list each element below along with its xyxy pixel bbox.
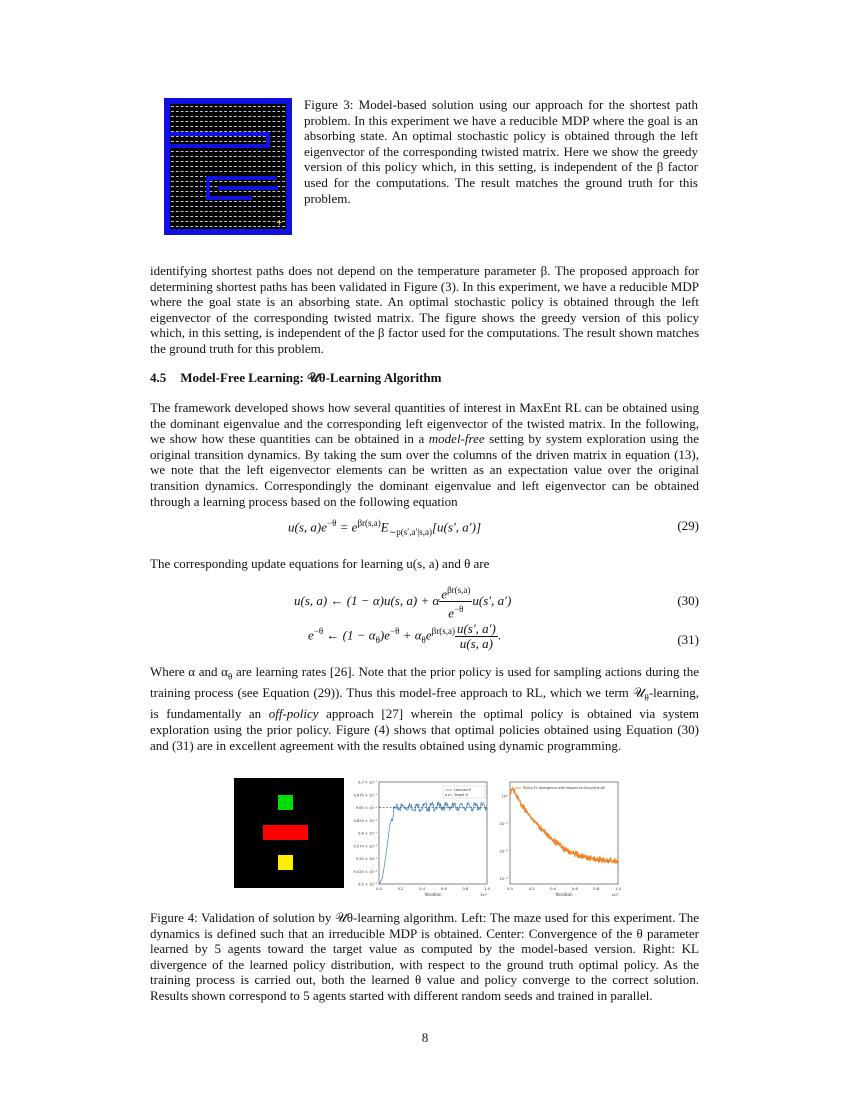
maze-wall-segment bbox=[206, 176, 276, 180]
y-tick-label: 10⁻² bbox=[499, 848, 508, 854]
maze-wall-segment bbox=[170, 132, 270, 136]
x-tick-label: 0.0 bbox=[506, 886, 514, 891]
x-axis-label: Iteration bbox=[424, 892, 442, 897]
maze-start-cell bbox=[278, 795, 293, 810]
x-tick-label: 0.8 bbox=[593, 886, 600, 891]
maze-goal-cell bbox=[278, 855, 293, 870]
figure-4-kl-plot bbox=[494, 776, 624, 898]
x-tick-label: 0.4 bbox=[419, 886, 426, 891]
y-tick-label: 9.675 × 10⁻¹ bbox=[353, 793, 377, 798]
legend-label: Learned θ bbox=[454, 788, 471, 793]
maze-wall bbox=[263, 825, 308, 840]
y-tick-label: 9.625 × 10⁻¹ bbox=[353, 818, 377, 823]
y-tick-label: 9.65 × 10⁻¹ bbox=[355, 806, 377, 810]
figure-4-theta-plot bbox=[345, 776, 493, 898]
x-scale-label: 1e7 bbox=[611, 893, 618, 897]
para2-text-b: setting by system exploration using the original transition dynamics. By taking the sum over the columns of the driven matrix in equation (13), we note that the left eigenvector elements can be written as an expectation value over the original transition dynamics. Correspondingly the dominant eigenvalue and left eigenvector can be obtained through a learning process based on the following equation bbox=[150, 431, 699, 509]
maze-wall-segment bbox=[266, 132, 270, 148]
paragraph-framework bbox=[150, 400, 699, 509]
eq29-number: (29) bbox=[677, 518, 699, 533]
y-tick-label: 10⁻¹ bbox=[499, 820, 508, 826]
equation-29: u(s, $a)e^{-\theta} = e^{\beta r(s,a)}E_{\sim p(s',a'|s,a)}[u(s'$, a′)] (29) bbox=[288, 518, 699, 537]
eq30-number: (30) bbox=[677, 593, 699, 608]
maze-wall-segment bbox=[218, 186, 278, 190]
x-tick-label: 0.2 bbox=[528, 886, 535, 891]
eq29-mid: = e bbox=[336, 519, 358, 535]
page-number: 8 bbox=[421, 1030, 429, 1045]
eq29-lhs: u(s, a)e bbox=[288, 519, 327, 535]
figure-4-caption: Figure 4: Validation of solution by 𝒰θ-learning algorithm. Left: The maze used for this experiment. The dynamics is defined such that an irreducible MDP is obtained. Center: Convergence of the θ parameter learned by 5 agents toward the target value as computed by the model-based version. Right: KL divergence of the learned policy distribution, with respect to the ground truth optimal policy. As the training process is carried out, both the learned θ value and policy converge to the correct solution. Results shown correspond to 5 agents started with different random seeds and trained in parallel. bbox=[150, 910, 699, 1003]
x-tick-label: 0.4 bbox=[550, 886, 557, 891]
x-axis-label: Iteration bbox=[555, 892, 573, 897]
paragraph-shortest-paths: identifying shortest paths does not depend on the temperature parameter β. The proposed approach for determining shortest paths has been validated in Figure (3). In this experiment, we have a reducible MDP where the goal state is an absorbing state. An optimal stochastic policy is obtained through the left eigenvector of the corresponding twisted matrix. The figure shows the greedy version of this policy which, in this setting, is independent of the β factor used for the computations. The result shown matches the ground truth for this problem. bbox=[150, 263, 699, 356]
maze-wall-segment bbox=[206, 196, 252, 200]
x-tick-label: 0.2 bbox=[397, 886, 404, 891]
equation-30: u(s, a) ← (1 − α)u(s, a) + α $\frac{e^{\beta r(s,a)}}{e^{-\theta}}$ u(s′, a′) (30) bbox=[294, 585, 699, 621]
goal-marker: + bbox=[276, 218, 283, 227]
maze-wall-segment bbox=[170, 144, 270, 148]
kl-divergence-line bbox=[510, 788, 618, 864]
x-tick-label: 0.8 bbox=[462, 886, 469, 891]
y-tick-label: 9.6 × 10⁻¹ bbox=[358, 831, 377, 836]
y-tick-label: 10⁰ bbox=[501, 793, 508, 799]
section-heading bbox=[150, 370, 442, 386]
eq31-number: (31) bbox=[677, 632, 699, 647]
y-tick-label: 9.7 × 10⁻¹ bbox=[358, 780, 377, 785]
x-scale-label: 1e7 bbox=[480, 893, 487, 897]
y-tick-label: 9.575 × 10⁻¹ bbox=[353, 844, 377, 849]
y-tick-label: 9.5 × 10⁻¹ bbox=[358, 882, 377, 887]
y-tick-label: 9.55 × 10⁻¹ bbox=[355, 857, 377, 861]
legend-label: Policy KL divergence with respect to Ground truth bbox=[523, 786, 605, 791]
figure-3-caption: Figure 3: Model-based solution using our approach for the shortest path problem. In this experiment we have a reducible MDP where the goal is an absorbing state. An optimal stochastic policy is obtained through the left eigenvector of the corresponding twisted matrix. Here we show the greedy version of this policy which, in this setting, is independent of the β factor used for the computations. The result matches the ground truth for this problem. bbox=[304, 97, 698, 206]
para2-text-a: The framework developed shows how several quantities of interest in MaxEnt RL can be obtained using the dominant eigenvalue and the corresponding left eigenvector of the twisted matrix. In the following, we show how these quantities can be obtained in a bbox=[150, 400, 699, 447]
x-tick-label: 1.0 bbox=[483, 886, 491, 891]
plot-frame bbox=[510, 782, 618, 884]
section-title: Model-Free Learning: 𝒰θ-Learning Algorithm bbox=[180, 370, 442, 385]
y-tick-label: 10⁻³ bbox=[499, 875, 508, 881]
figure-4-maze bbox=[234, 778, 344, 888]
y-tick-label: 9.525 × 10⁻¹ bbox=[353, 869, 377, 874]
paragraph-update-equations: The corresponding update equations for learning u(s, a) and θ are bbox=[150, 556, 490, 571]
x-tick-label: 1.0 bbox=[614, 886, 622, 891]
learned-theta-line bbox=[379, 802, 487, 884]
para2-italic: model-free bbox=[428, 431, 485, 447]
x-tick-label: 0.6 bbox=[440, 886, 447, 891]
x-tick-label: 0.0 bbox=[375, 886, 383, 891]
policy-arrow-grid bbox=[170, 104, 286, 229]
legend-label: Target θ bbox=[454, 793, 468, 798]
paragraph-learning-rates: Where α and $\alpha_\theta$ are learning rates [26]. Note that the prior policy is used for sampling actions during the training process (see Equation (29)). Thus this model-free approach to RL, which we term 𝒰$_\theta$-learning, is fundamentally an off-policy approach [27] wherein the optimal policy is obtained via system exploration using the prior policy. Figure (4) shows that optimal policies obtained using Equation (30) and (31) are in excellent agreement with the results obtained using dynamic programming. bbox=[150, 664, 699, 753]
section-number: 4.5 bbox=[150, 370, 167, 385]
equation-31: $e^{-\theta}$ ← $(1 - \alpha_\theta)e^{-\theta} + \alpha_\theta e^{\beta r(s,a)}$ $\frac{u(s', a')}{u(s, a)}$ . (31) bbox=[308, 621, 699, 651]
figure-3-gridworld-image bbox=[164, 98, 292, 235]
x-tick-label: 0.6 bbox=[571, 886, 578, 891]
